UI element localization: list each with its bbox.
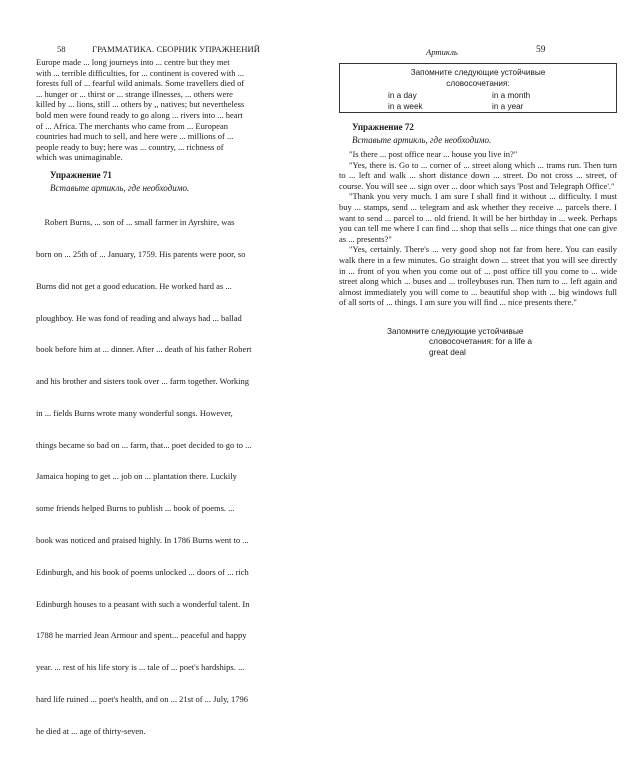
text-line: Robert Burns, ... son of ... small farmer in Ayrshire, was <box>36 217 235 228</box>
dialogue-paragraph: "Is there ... post office near ... house you live in?" <box>349 149 518 159</box>
text-line: bold men were found ready to go along ... rivers into ... heart <box>36 109 243 120</box>
text-line: year. ... rest of his life story is ... tale of ... poet's hardships. ... <box>36 662 245 673</box>
text-line: he died at ... age of thirty-seven. <box>36 725 146 736</box>
text-line: which was unimaginable. <box>36 152 123 163</box>
text-line: in ... fields Burns wrote many wonderful songs. However, <box>36 407 233 418</box>
exercise-instruction-71: Вставьте артикль, где необходимо. <box>50 183 190 193</box>
set-phrases-note <box>387 326 537 357</box>
text-line: born on ... 25th of ... January, 1759. His parents were poor, so <box>36 248 246 259</box>
note-line: Запомните следующие устойчивые <box>387 326 524 336</box>
phrase-in-a-year: in a year <box>492 102 524 111</box>
exercise-71-text <box>36 196 299 757</box>
text-line: book was noticed and praised highly. In 1786 Burns went to ... <box>36 535 249 545</box>
phrase-in-a-day: in a day <box>388 91 417 100</box>
text-line: ploughboy. He was fond of reading and always had ... ballad <box>36 312 242 323</box>
text-line: Burns did not get a good education. He worked hard as ... <box>36 280 232 291</box>
intro-paragraph <box>36 57 311 163</box>
dialogue-paragraph: "Thank you very much. I am sure I shall find it without ... difficulty. I must buy ... stamps, send ... telegram and ask whether they receive ... parcels there. I want to send ... parcel to ... old friend. It will be her birthday in ... week. Perhaps you can tell me where I can find ... shop that sells ... nice things that one can give as ... presents?" <box>339 191 617 244</box>
box-title-continued: словосочетания: <box>446 79 510 88</box>
text-line: killed by ... lions, still ... others by ,, natives; but nevertheless <box>36 99 245 110</box>
text-line: things became so bad on ... farm, that... poet decided to go to ... <box>36 439 252 450</box>
exercise-instruction-72: Вставьте артикль, где необходимо. <box>352 135 492 145</box>
left-page <box>0 0 319 736</box>
phrase-in-a-week: in a week <box>388 102 423 111</box>
text-line: ... hunger or ... thirst or ... strange illnesses, ... others were <box>36 88 233 99</box>
text-line: Edinburgh houses to a peasant with such a wonderful talent. In <box>36 598 250 609</box>
text-line: Jamaica hoping to get ... job on ... plantation there. Luckily <box>36 471 237 482</box>
box-title: Запомните следующие устойчивые <box>410 68 546 77</box>
text-line: hard life ruined ... poet's health, and on ... 21st of ... July, 1796 <box>36 693 249 704</box>
exercise-title-71: Упражнение 71 <box>50 170 112 180</box>
text-line: with ... terrible difficulties, for ... continent is covered with ... <box>36 67 245 78</box>
note-line: словосочетания: for a life a <box>429 336 533 347</box>
text-line: and his brother and sisters took over ... farm together. Working <box>36 376 250 387</box>
dialogue-paragraph: "Yes, there is. Go to ... corner of ... street along which ... trams run. Then turn to ... left and walk ... short distance down ... street. Do not cross ... street, of course. You will see ... sign over ... door which says 'Post and Telegraph Office'." <box>339 159 617 191</box>
text-line: Edinburgh, and his book of poems unlocked ... doors of ... rich <box>36 566 249 577</box>
phrase-in-a-month: in a month <box>492 91 531 100</box>
page-number-right: 59 <box>536 45 546 55</box>
text-line: 1788 he married Jean Armour and spent... peaceful and happy <box>36 630 247 641</box>
note-line: great deal <box>429 346 466 357</box>
running-header-right: Артикль <box>426 47 458 57</box>
text-line: book before him at ... dinner. After ... death of his father Robert <box>36 344 252 355</box>
running-header-left: ГРАММАТИКА. СБОРНИК УПРАЖНЕНИЙ <box>92 44 261 54</box>
page-number-left: 58 <box>57 44 66 54</box>
text-line: of ... Africa. The merchants who came from ... European <box>36 120 228 131</box>
dialogue-paragraph: "Yes, certainly. There's ... very good shop not far from here. You can easily walk there in a few minutes. Go straight down ... street that you will see directly in ... front of you when you come out of ... post office till you come to ... wide street along which ... buses and ... trolleybuses run. Then turn to ... left again and almost immediately you will come to ... beautiful shop with ... big windows full of all sorts of ... things. I am sure you will find ... nice presents there." <box>339 244 617 308</box>
text-line: forests full of ... fearful wild animals. Some travellers died of <box>36 78 245 89</box>
right-page <box>319 0 638 451</box>
exercise-title-72: Упражнение 72 <box>352 122 414 132</box>
text-line: some friends helped Burns to publish ... book of poems. ... <box>36 503 235 514</box>
exercise-72-text <box>339 149 617 308</box>
text-line: Europe made ... long journeys into ... centre but they met <box>36 57 230 67</box>
text-line: people ready to buy; here was ... country, ... richness of <box>36 141 224 152</box>
set-phrases-box <box>339 63 617 113</box>
text-line: countries had much to sell, and here were ... millions of ... <box>36 131 234 142</box>
